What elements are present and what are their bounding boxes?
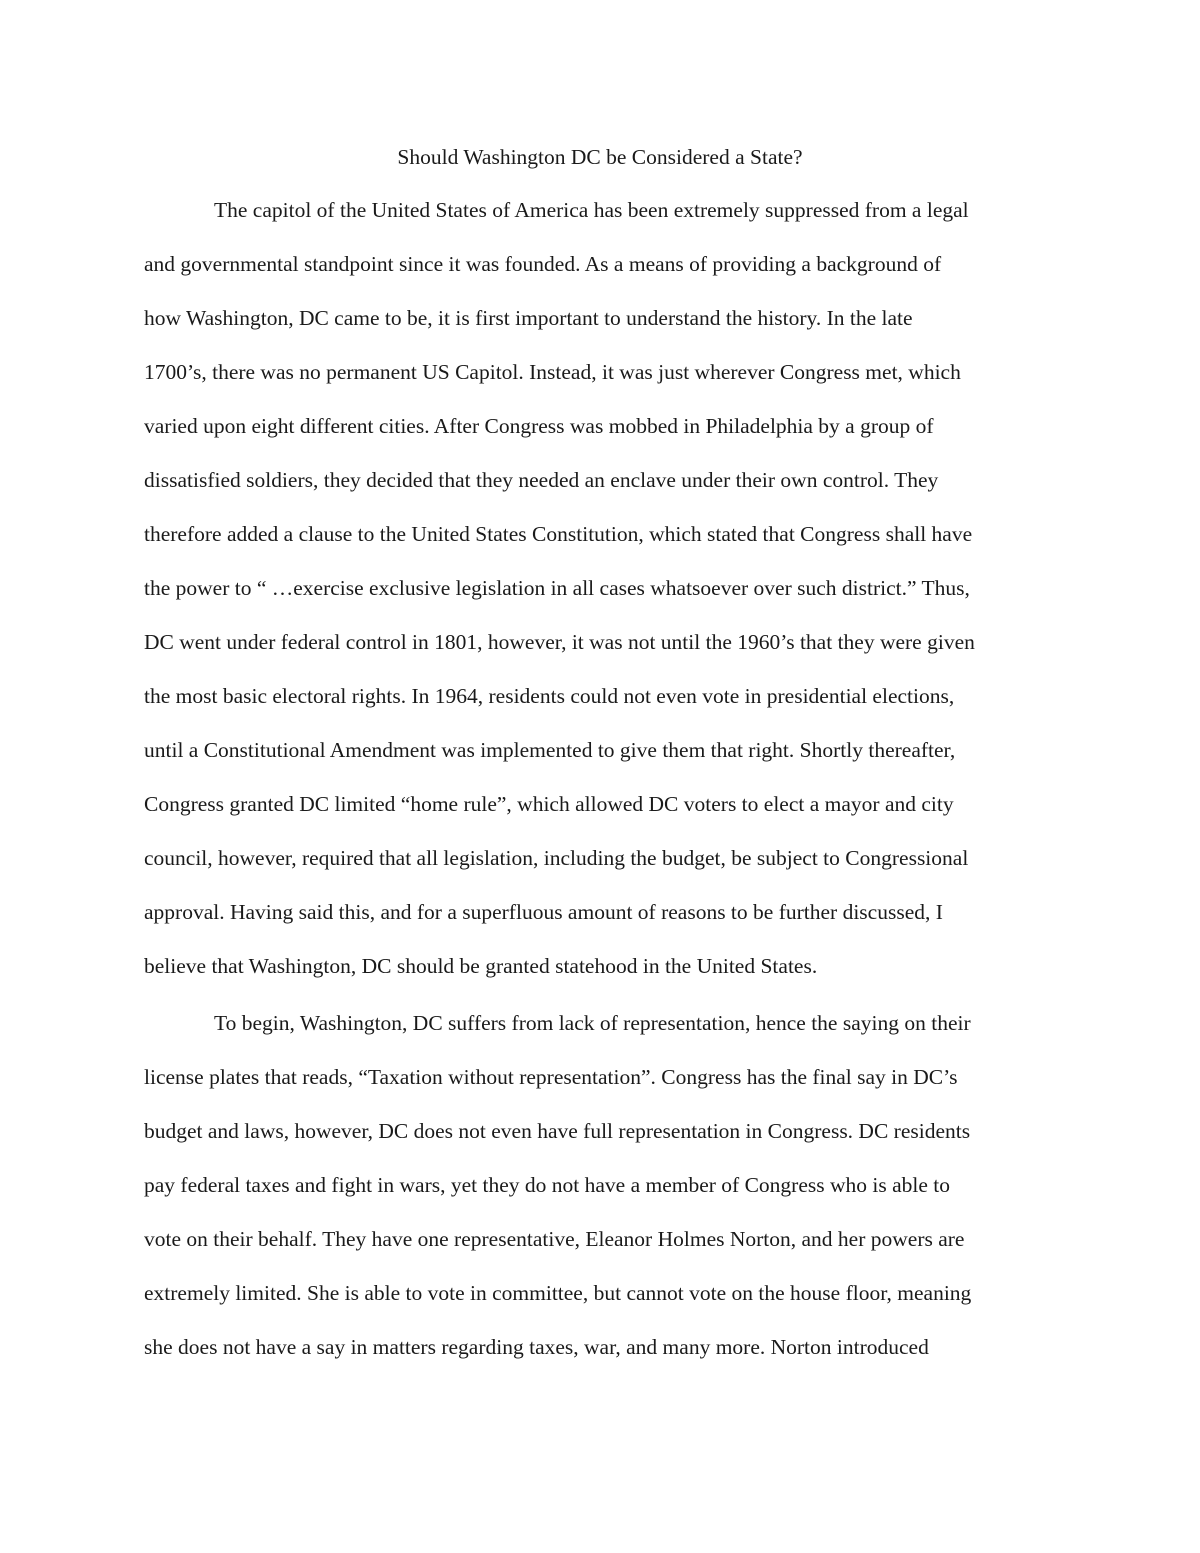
paragraph-2-line-2: license plates that reads, “Taxation without representation”. Congress has the final say in DC’s <box>144 1065 958 1089</box>
paragraph-2-line-6: extremely limited. She is able to vote in committee, but cannot vote on the house floor, meaning <box>144 1281 972 1305</box>
paragraph-1-line-9: DC went under federal control in 1801, however, it was not until the 1960’s that they were given <box>144 630 975 654</box>
document-title: Should Washington DC be Considered a State? <box>397 145 803 169</box>
paragraph-2-line-1: To begin, Washington, DC suffers from lack of representation, hence the saying on their <box>214 1011 971 1035</box>
paragraph-1-line-2: and governmental standpoint since it was founded. As a means of providing a background of <box>144 252 942 276</box>
paragraph-2-line-4: pay federal taxes and fight in wars, yet they do not have a member of Congress who is able to <box>144 1173 951 1197</box>
paragraph-1-line-10: the most basic electoral rights. In 1964, residents could not even vote in presidential elections, <box>144 684 955 708</box>
paragraph-1-line-12: Congress granted DC limited “home rule”, which allowed DC voters to elect a mayor and city <box>144 792 954 816</box>
paragraph-1-line-14: approval. Having said this, and for a superfluous amount of reasons to be further discussed, I <box>144 900 943 924</box>
paragraph-1-line-1: The capitol of the United States of America has been extremely suppressed from a legal <box>214 198 969 222</box>
paragraph-1-line-3: how Washington, DC came to be, it is first important to understand the history. In the late <box>144 306 913 330</box>
paragraph-1-line-11: until a Constitutional Amendment was implemented to give them that right. Shortly thereafter, <box>144 738 956 762</box>
paragraph-2-line-5: vote on their behalf. They have one representative, Eleanor Holmes Norton, and her powers are <box>144 1227 965 1251</box>
paragraph-2-line-3: budget and laws, however, DC does not even have full representation in Congress. DC residents <box>144 1119 971 1143</box>
paragraph-2-line-7: she does not have a say in matters regarding taxes, war, and many more. Norton introduced <box>144 1335 929 1359</box>
paragraph-1-line-13: council, however, required that all legislation, including the budget, be subject to Congressional <box>144 846 969 870</box>
paragraph-1-line-4: 1700’s, there was no permanent US Capitol. Instead, it was just wherever Congress met, which <box>144 360 961 384</box>
paragraph-1-line-6: dissatisfied soldiers, they decided that they needed an enclave under their own control. They <box>144 468 939 492</box>
paragraph-1-line-7: therefore added a clause to the United States Constitution, which stated that Congress shall have <box>144 522 973 546</box>
paragraph-1-line-8: the power to “ …exercise exclusive legislation in all cases whatsoever over such district.” Thus, <box>144 576 970 600</box>
paragraph-1-line-15: believe that Washington, DC should be granted statehood in the United States. <box>144 954 818 978</box>
paragraph-1-line-5: varied upon eight different cities. After Congress was mobbed in Philadelphia by a group of <box>144 414 934 438</box>
